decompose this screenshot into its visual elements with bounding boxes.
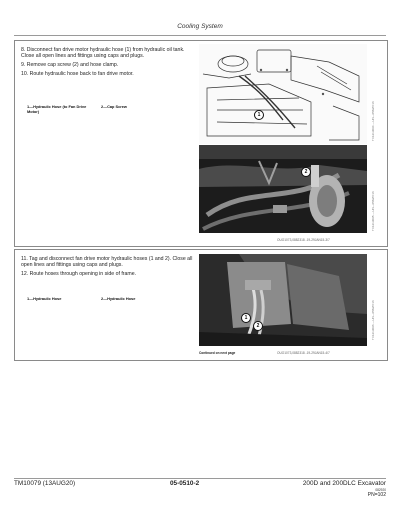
callout-1-section2: 1 — [241, 313, 251, 323]
footer-divider — [14, 478, 386, 479]
callout-2-bottom-image: 2 — [301, 167, 311, 177]
figure-code-top: TX1213094 —UN—05MAY16 — [371, 101, 375, 141]
section-steps-8-10 — [14, 40, 388, 247]
section2-text — [21, 256, 197, 280]
section-steps-11-12 — [14, 249, 388, 361]
engine-line-drawing — [199, 44, 367, 144]
frame-opening-photo — [199, 254, 367, 346]
step-12: 12. Route hoses through opening in side of frame. — [21, 271, 137, 278]
reference-code-2: OUO1073,0882318 -19-29JAN15-4/7 — [277, 351, 330, 355]
continued-note: Continued on next page — [199, 351, 236, 355]
model-name: 200D and 200DLC Excavator — [302, 480, 386, 487]
legend-item-2: 2—Cap Screw — [101, 104, 127, 109]
legend-item-1b: 1—Hydraulic Hose — [27, 296, 62, 301]
step-8: 8. Disconnect fan drive motor hydraulic hose (1) from hydraulic oil tank. Close all open lines and fittings using caps and plugs. — [21, 47, 185, 60]
hose-photo — [199, 145, 367, 233]
figure-code-section2: TX1213096 —UN—05MAY16 — [371, 300, 375, 340]
step-9: 9. Remove cap screw (2) and hose clamp. — [21, 62, 119, 69]
legend-item-2b: 2—Hydraulic Hose — [101, 296, 136, 301]
figure-code-bottom: TX1213095 —UN—05MAY16 — [371, 191, 375, 231]
page-number: 05-0510-2 — [170, 480, 200, 487]
document-number: TM10079 (13AUG20) — [14, 480, 76, 487]
callout-1-top-image: 1 — [254, 110, 264, 120]
step-10: 10. Route hydraulic hose back to fan drive motor. — [21, 71, 134, 78]
footer-small-code: 082920 — [375, 488, 386, 492]
callout-2-section2: 2 — [253, 321, 263, 331]
pn-number: PN=102 — [367, 492, 386, 498]
section1-text — [21, 47, 199, 80]
legend-item-1: 1—Hydraulic Hose (to Fan Drive Motor) — [27, 104, 87, 114]
reference-code-1: OUO1073,0882318 -19-29JAN15-3/7 — [277, 238, 330, 242]
page-header-title: Cooling System — [177, 23, 223, 30]
step-11: 11. Tag and disconnect fan drive motor hydraulic hoses (1 and 2). Close all open lines and fittings using caps and plugs. — [21, 256, 193, 269]
header-divider — [14, 35, 386, 36]
